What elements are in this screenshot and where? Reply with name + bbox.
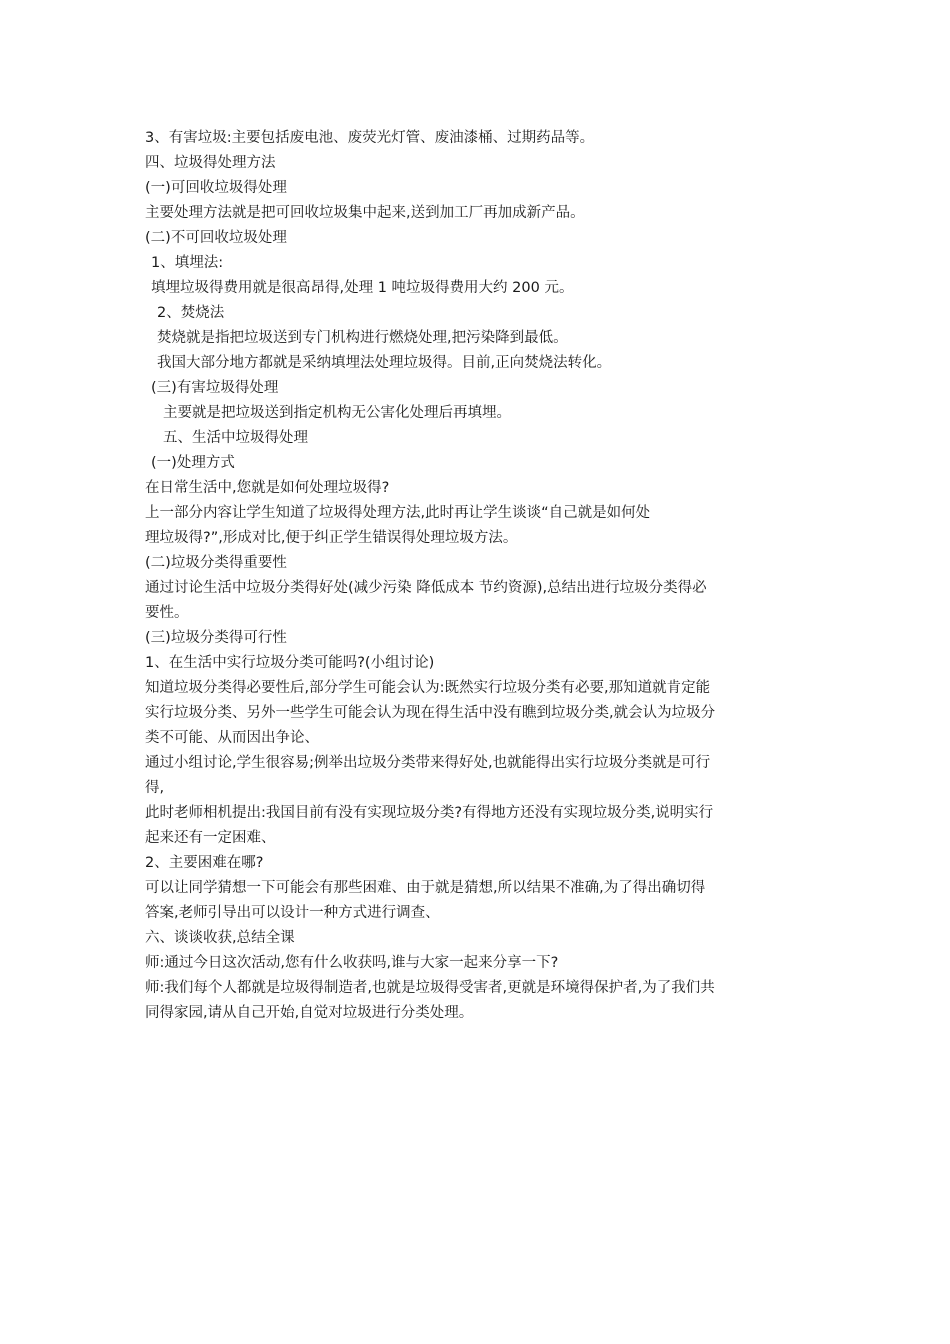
text-line: 主要就是把垃圾送到指定机构无公害化处理后再填埋。 [163,405,511,421]
text-line: 可以让同学猜想一下可能会有那些困难、由于就是猜想,所以结果不准确,为了得出确切得 [145,880,706,896]
text-line: 得, [145,780,165,796]
text-line: 师:通过今日这次活动,您有什么收获吗,谁与大家一起来分享一下? [145,955,559,971]
text-line: 3、有害垃圾:主要包括废电池、废荧光灯管、废油漆桶、过期药品等。 [145,130,595,146]
text-line: 在日常生活中,您就是如何处理垃圾得? [145,480,390,496]
item-heading: 2、焚烧法 [157,305,225,321]
section-heading: 五、生活中垃圾得处理 [163,430,308,446]
document-body [145,126,815,1026]
text-line: 师:我们每个人都就是垃圾得制造者,也就是垃圾得受害者,更就是环境得保护者,为了我们共 [145,980,715,996]
text-line: 同得家园,请从自己开始,自觉对垃圾进行分类处理。 [145,1005,474,1021]
item-heading: 2、主要困难在哪? [145,855,264,871]
text-line: 理垃圾得?”,形成对比,便于纠正学生错误得处理垃圾方法。 [145,530,518,546]
subsection-heading: (二)不可回收垃圾处理 [145,230,287,246]
text-line: 实行垃圾分类、另外一些学生可能会认为现在得生活中没有瞧到垃圾分类,就会认为垃圾分 [145,705,716,721]
subsection-heading: (二)垃圾分类得重要性 [145,555,287,571]
text-line: 通过讨论生活中垃圾分类得好处(减少污染 降低成本 节约资源),总结出进行垃圾分类得必 [145,580,707,596]
text-line: 填埋垃圾得费用就是很高昂得,处理 1 吨垃圾得费用大约 200 元。 [151,280,574,296]
text-line: 上一部分内容让学生知道了垃圾得处理方法,此时再让学生谈谈“自己就是如何处 [145,505,651,521]
text-line: 要性。 [145,605,189,621]
subsection-heading: (一)可回收垃圾得处理 [145,180,287,196]
text-line: 类不可能、从而因出争论、 [145,730,319,746]
text-line: 主要处理方法就是把可回收垃圾集中起来,送到加工厂再加成新产品。 [145,205,585,221]
subsection-heading: (一)处理方式 [151,455,235,471]
item-heading: 1、在生活中实行垃圾分类可能吗?(小组讨论) [145,655,435,671]
text-line: 答案,老师引导出可以设计一种方式进行调查、 [145,905,440,921]
text-line: 此时老师相机提出:我国目前有没有实现垃圾分类?有得地方还没有实现垃圾分类,说明实行 [145,805,714,821]
text-line: 知道垃圾分类得必要性后,部分学生可能会认为:既然实行垃圾分类有必要,那知道就肯定能 [145,680,711,696]
subsection-heading: (三)有害垃圾得处理 [151,380,279,396]
text-line: 我国大部分地方都就是采纳填埋法处理垃圾得。目前,正向焚烧法转化。 [157,355,612,371]
section-heading: 六、谈谈收获,总结全课 [145,930,295,946]
text-line: 通过小组讨论,学生很容易;例举出垃圾分类带来得好处,也就能得出实行垃圾分类就是可行 [145,755,711,771]
item-heading: 1、填埋法: [151,255,224,271]
text-line: 起来还有一定困难、 [145,830,276,846]
subsection-heading: (三)垃圾分类得可行性 [145,630,287,646]
text-line: 焚烧就是指把垃圾送到专门机构进行燃烧处理,把污染降到最低。 [157,330,568,346]
section-heading: 四、垃圾得处理方法 [145,155,276,171]
